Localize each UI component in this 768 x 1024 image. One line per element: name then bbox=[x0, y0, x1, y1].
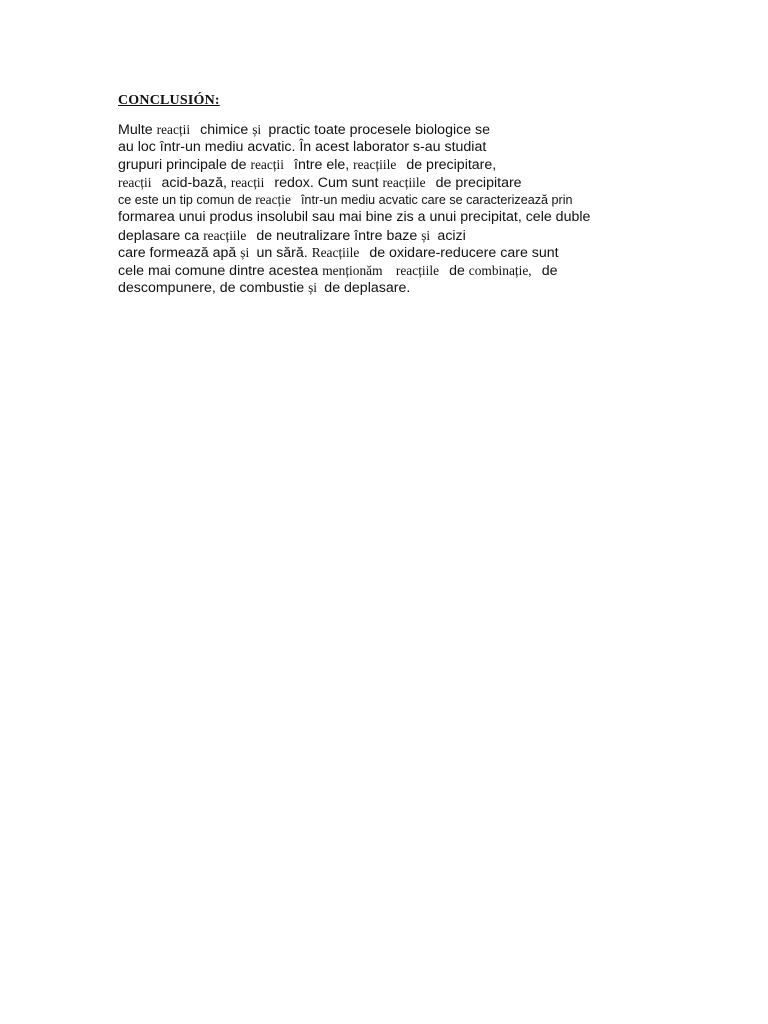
text-segment: reacții bbox=[250, 157, 294, 173]
text-segment: descompunere, de combustie bbox=[118, 280, 309, 297]
text-segment: într-un mediu acvatic care se caracterizează prin bbox=[300, 193, 573, 208]
paragraph-line bbox=[118, 191, 638, 209]
text-segment: și bbox=[308, 280, 321, 296]
text-segment: de bbox=[541, 262, 558, 279]
conclusion-paragraph bbox=[118, 121, 638, 297]
paragraph-line bbox=[118, 156, 638, 174]
text-segment: Multe bbox=[118, 122, 157, 138]
paragraph-line bbox=[118, 174, 638, 192]
paragraph-line bbox=[118, 121, 638, 139]
text-segment: și bbox=[252, 122, 265, 137]
text-segment: formarea unui produs insolubil sau mai bine zis a unui precipitat, cele duble bbox=[118, 208, 591, 225]
text-segment: acid-bază, bbox=[161, 174, 231, 191]
text-segment: un sără. bbox=[252, 245, 312, 262]
text-segment: reacții bbox=[230, 174, 275, 190]
text-segment: reacțiile bbox=[353, 157, 407, 173]
text-segment: grupuri principale de bbox=[118, 157, 251, 174]
text-segment: și bbox=[421, 227, 434, 243]
text-segment: de neutralizare între baze bbox=[256, 227, 422, 244]
text-segment: Reacțiile bbox=[311, 245, 370, 261]
text-segment: menționăm reacțiile bbox=[322, 262, 450, 278]
text-segment: reacțiile bbox=[203, 227, 257, 243]
text-segment: reacțiile bbox=[382, 174, 436, 190]
text-segment: redox. Cum sunt bbox=[274, 174, 383, 191]
paragraph-line bbox=[118, 227, 638, 245]
text-segment: reacție bbox=[255, 192, 301, 208]
paragraph-line bbox=[118, 279, 638, 297]
text-segment: și bbox=[240, 245, 253, 261]
paragraph-line bbox=[118, 139, 638, 157]
text-segment: de precipitare bbox=[435, 174, 522, 191]
text-segment: cele mai comune dintre acestea bbox=[118, 262, 323, 279]
text-segment: care formează apă bbox=[118, 245, 241, 262]
text-segment: ce este un tip comun de bbox=[118, 193, 256, 208]
text-segment: reacții bbox=[156, 122, 201, 137]
text-segment: de deplasare. bbox=[320, 280, 411, 297]
text-segment: de precipitare, bbox=[406, 157, 497, 174]
text-segment: au loc într-un mediu acvatic. În acest laborator s-au studiat bbox=[118, 138, 487, 155]
text-segment: chimice bbox=[200, 122, 253, 138]
text-segment: de oxidare-reducere care sunt bbox=[369, 245, 559, 262]
text-segment: acizi bbox=[433, 227, 466, 244]
paragraph-line bbox=[118, 209, 638, 227]
text-segment: deplasare ca bbox=[118, 227, 204, 244]
paragraph-line bbox=[118, 244, 638, 262]
text-segment: între ele, bbox=[294, 157, 354, 174]
text-segment: combinație, bbox=[468, 262, 542, 278]
paragraph-line bbox=[118, 262, 638, 280]
text-segment: reacții bbox=[118, 174, 162, 190]
text-segment: practic toate procesele biologice se bbox=[264, 122, 491, 138]
text-segment: de bbox=[449, 262, 469, 279]
section-heading: CONCLUSIÓN: bbox=[118, 93, 220, 108]
